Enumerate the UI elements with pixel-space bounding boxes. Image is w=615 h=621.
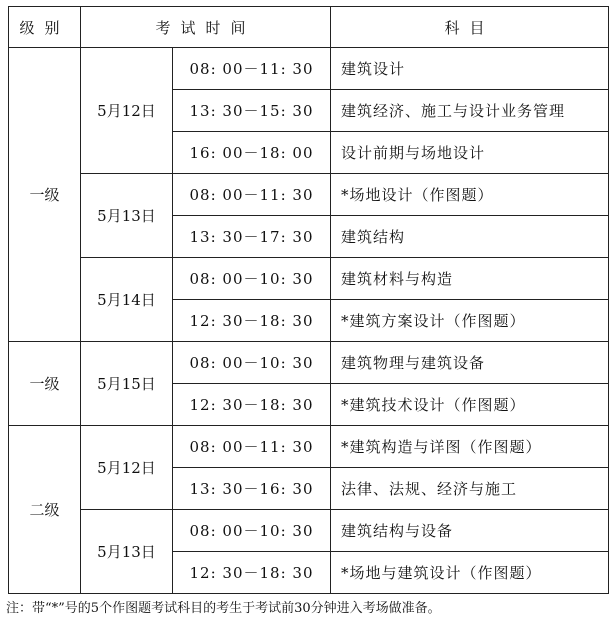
time-cell: 08: 00－10: 30 [173,510,331,552]
subject-cell: 建筑设计 [331,48,609,90]
table-body [9,48,609,594]
time-cell: 12: 30－18: 30 [173,552,331,594]
date-cell: 5月15日 [81,342,173,426]
subject-cell: *建筑构造与详图（作图题） [331,426,609,468]
footnote: 注：带“*”号的5个作图题考试科目的考生于考试前30分钟进入考场做准备。 [6,601,441,616]
subject-cell: 建筑经济、施工与设计业务管理 [331,90,609,132]
table-header [9,7,609,48]
time-cell: 08: 00－10: 30 [173,342,331,384]
time-cell: 16: 00－18: 00 [173,132,331,174]
subject-cell: 建筑结构 [331,216,609,258]
date-cell: 5月14日 [81,258,173,342]
subject-cell: 设计前期与场地设计 [331,132,609,174]
time-cell: 13: 30－15: 30 [173,90,331,132]
header-subject: 科目 [331,7,609,48]
time-cell: 12: 30－18: 30 [173,300,331,342]
subject-cell: *场地设计（作图题） [331,174,609,216]
time-cell: 12: 30－18: 30 [173,384,331,426]
subject-cell: 建筑结构与设备 [331,510,609,552]
date-cell: 5月13日 [81,510,173,594]
exam-schedule-table [8,6,609,594]
header-level: 级别 [9,7,81,48]
table-row [9,48,609,90]
date-cell: 5月12日 [81,48,173,174]
table-row [9,510,609,552]
subject-cell: 建筑材料与构造 [331,258,609,300]
header-time: 考试时间 [81,7,331,48]
subject-cell: *建筑方案设计（作图题） [331,300,609,342]
time-cell: 08: 00－10: 30 [173,258,331,300]
header-row [9,7,609,48]
level-cell: 一级 [9,342,81,426]
subject-cell: 建筑物理与建筑设备 [331,342,609,384]
level-cell: 二级 [9,426,81,594]
date-cell: 5月13日 [81,174,173,258]
time-cell: 08: 00－11: 30 [173,426,331,468]
table-row [9,174,609,216]
table-row [9,258,609,300]
table-row [9,426,609,468]
time-cell: 08: 00－11: 30 [173,174,331,216]
subject-cell: 法律、法规、经济与施工 [331,468,609,510]
time-cell: 13: 30－17: 30 [173,216,331,258]
subject-cell: *场地与建筑设计（作图题） [331,552,609,594]
subject-cell: *建筑技术设计（作图题） [331,384,609,426]
level-cell: 一级 [9,48,81,342]
date-cell: 5月12日 [81,426,173,510]
table-row [9,342,609,384]
time-cell: 08: 00－11: 30 [173,48,331,90]
time-cell: 13: 30－16: 30 [173,468,331,510]
